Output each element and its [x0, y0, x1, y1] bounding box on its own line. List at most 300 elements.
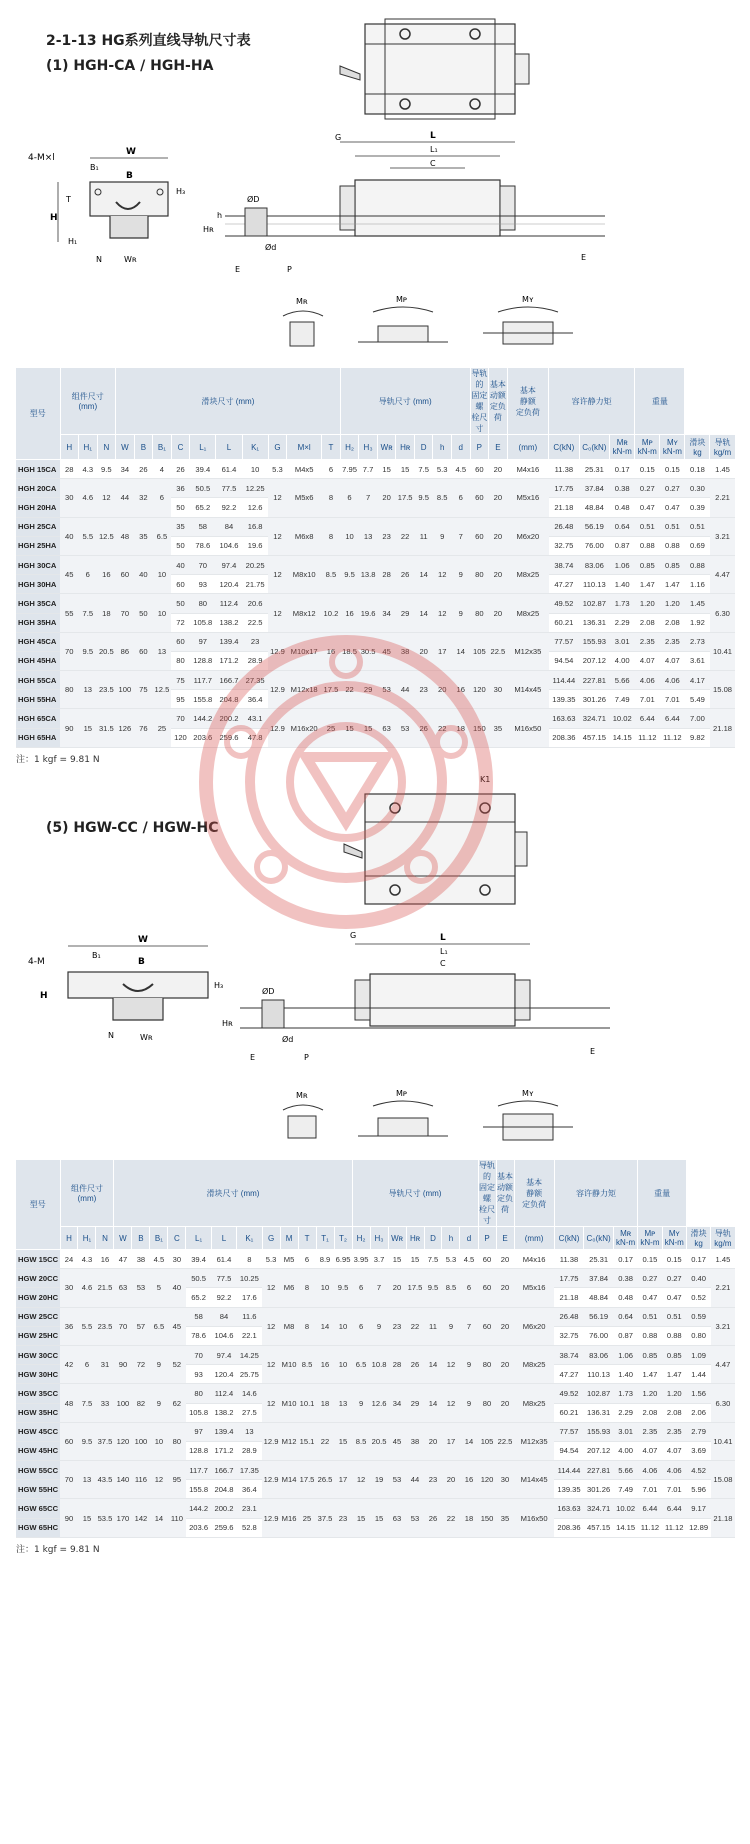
value-cell: 9	[352, 1384, 370, 1422]
profile-front-diagram-2	[28, 928, 228, 1048]
value-cell: 0.15	[662, 1250, 686, 1269]
value-cell: 39.4	[190, 460, 216, 479]
value-cell: 0.17	[686, 1250, 710, 1269]
value-cell: 38	[406, 1422, 424, 1460]
value-cell: 204.8	[216, 690, 242, 709]
value-cell: 15	[78, 1499, 96, 1537]
subheader-col: Mᴘ kN-m	[638, 1227, 662, 1250]
value-cell: 6.95	[334, 1250, 352, 1269]
value-cell: 3.01	[613, 1422, 637, 1441]
value-cell: 0.88	[685, 555, 710, 574]
value-cell: 155.93	[584, 1422, 614, 1441]
label-t: T	[66, 195, 71, 204]
value-cell: 43.5	[96, 1461, 114, 1499]
value-cell: 9.5	[340, 555, 359, 593]
model-cell: HGW 15CC	[16, 1250, 60, 1269]
header-model: 型号	[16, 368, 60, 460]
value-cell: 10.1	[298, 1384, 316, 1422]
value-cell: 7.5	[78, 1384, 96, 1422]
value-cell: 140	[114, 1461, 132, 1499]
profile-front-diagram-1	[28, 142, 218, 272]
subheader-col: 导轨 kg/m	[711, 1227, 735, 1250]
value-cell: 21.18	[554, 1288, 584, 1307]
value-cell: M12	[280, 1422, 298, 1460]
value-cell: 8.5	[442, 1269, 460, 1307]
value-cell: 12	[268, 594, 287, 632]
subheader-col: K₁	[242, 435, 268, 460]
value-cell: 65.2	[190, 498, 216, 517]
label-h3-2: H₃	[214, 981, 224, 990]
label-l: L	[430, 131, 436, 141]
value-cell: 9	[150, 1384, 168, 1422]
value-cell: M6	[280, 1269, 298, 1307]
header-block: 滑块尺寸 (mm)	[116, 368, 341, 435]
value-cell: 6.30	[710, 594, 735, 632]
value-cell: 112.4	[211, 1384, 236, 1403]
value-cell: 11.12	[662, 1518, 686, 1537]
subheader-col: C₀(kN)	[579, 435, 610, 460]
value-cell: 12.9	[262, 1422, 280, 1460]
value-cell: 19	[370, 1461, 388, 1499]
value-cell: 1.73	[610, 594, 635, 613]
value-cell: 105	[478, 1422, 496, 1460]
value-cell: 6	[78, 1345, 96, 1383]
value-cell: 7.01	[635, 690, 660, 709]
value-cell: 0.64	[610, 517, 635, 536]
subheader-col: (mm)	[507, 435, 548, 460]
value-cell: 62	[168, 1384, 186, 1422]
value-cell: 155.8	[190, 690, 216, 709]
label-g-2: G	[350, 931, 357, 940]
value-cell: 32	[134, 479, 153, 517]
value-cell: 4.00	[613, 1441, 637, 1460]
value-cell: 26	[134, 460, 153, 479]
value-cell: 17	[433, 632, 452, 670]
value-cell: 6.5	[352, 1345, 370, 1383]
value-cell: 35	[496, 1499, 514, 1537]
value-cell: 15	[388, 1250, 406, 1269]
value-cell: 70	[60, 1461, 78, 1499]
value-cell: 0.47	[638, 1288, 662, 1307]
value-cell: 117.7	[186, 1461, 211, 1480]
value-cell: 20	[377, 479, 396, 517]
value-cell: 84	[211, 1307, 236, 1326]
value-cell: M14x45	[507, 671, 548, 709]
value-cell: 1.47	[660, 575, 685, 594]
value-cell: 5.3	[262, 1250, 280, 1269]
subheader-col: B	[132, 1227, 150, 1250]
value-cell: 105	[470, 632, 489, 670]
value-cell: 60	[171, 632, 190, 651]
value-cell: 114.44	[554, 1461, 584, 1480]
model-cell: HGW 25HC	[16, 1326, 60, 1345]
value-cell: 9	[433, 517, 452, 555]
value-cell: 20.5	[97, 632, 116, 670]
value-cell: 0.40	[686, 1269, 710, 1288]
value-cell: 60	[470, 479, 489, 517]
value-cell: 12	[268, 517, 287, 555]
value-cell: 138.2	[216, 613, 242, 632]
value-cell: 139.4	[216, 632, 242, 651]
value-cell: 3.61	[685, 651, 710, 670]
subheader-col: M	[280, 1227, 298, 1250]
value-cell: 77.57	[554, 1422, 584, 1441]
value-cell: 53	[388, 1461, 406, 1499]
value-cell: 97.4	[211, 1345, 236, 1364]
value-cell: 8	[237, 1250, 262, 1269]
value-cell: 100	[116, 671, 135, 709]
value-cell: 17.5	[298, 1461, 316, 1499]
value-cell: 6	[79, 555, 98, 593]
value-cell: 80	[470, 594, 489, 632]
value-cell: 37.84	[584, 1269, 614, 1288]
value-cell: 2.29	[610, 613, 635, 632]
value-cell: 126	[116, 709, 135, 747]
value-cell: 70	[186, 1345, 211, 1364]
value-cell: 14.6	[237, 1384, 262, 1403]
label-g: G	[335, 133, 342, 142]
value-cell: 117.7	[190, 671, 216, 690]
value-cell: 4.52	[686, 1461, 710, 1480]
value-cell: 4.17	[685, 671, 710, 690]
value-cell: 12	[352, 1461, 370, 1499]
subheader-col: D	[414, 435, 433, 460]
value-cell: 19.6	[359, 594, 378, 632]
value-cell: 58	[186, 1307, 211, 1326]
value-cell: 1.45	[710, 460, 735, 479]
value-cell: 14	[460, 1422, 478, 1460]
value-cell: 60.21	[554, 1403, 584, 1422]
value-cell: 112.4	[216, 594, 242, 613]
value-cell: 100	[114, 1384, 132, 1422]
table-row	[16, 1422, 735, 1441]
value-cell: 37.5	[96, 1422, 114, 1460]
value-cell: 0.64	[613, 1307, 637, 1326]
subheader-col: Mʏ kN-m	[660, 435, 685, 460]
value-cell: 10	[316, 1269, 334, 1307]
value-cell: 7.5	[424, 1250, 442, 1269]
value-cell: 0.87	[610, 536, 635, 555]
value-cell: 80	[171, 651, 190, 670]
value-cell: 7	[359, 479, 378, 517]
value-cell: 0.85	[662, 1345, 686, 1364]
value-cell: 4.06	[660, 671, 685, 690]
subheader-col: B	[134, 435, 153, 460]
value-cell: 110.13	[579, 575, 610, 594]
value-cell: 33	[96, 1384, 114, 1422]
value-cell: 18	[316, 1384, 334, 1422]
value-cell: 208.36	[549, 728, 580, 747]
subheader-col: 滑块 kg	[686, 1227, 710, 1250]
value-cell: 142	[132, 1499, 150, 1537]
value-cell: 53	[396, 709, 415, 747]
value-cell: 80	[186, 1384, 211, 1403]
value-cell: 90	[114, 1345, 132, 1383]
label-h-small: h	[217, 211, 223, 220]
value-cell: 28	[60, 460, 79, 479]
label-l1: L₁	[430, 145, 438, 154]
value-cell: 20	[489, 479, 508, 517]
value-cell: 14.15	[613, 1518, 637, 1537]
subheader-col: L	[216, 435, 242, 460]
model-cell: HGH 35CA	[16, 594, 60, 613]
value-cell: 17.75	[554, 1269, 584, 1288]
label-b1: B₁	[90, 163, 99, 172]
model-cell: HGW 35HC	[16, 1403, 60, 1422]
value-cell: 10.8	[370, 1345, 388, 1383]
value-cell: M10x17	[287, 632, 322, 670]
value-cell: M12x35	[514, 1422, 554, 1460]
value-cell: 0.17	[610, 460, 635, 479]
table-row	[16, 671, 735, 690]
value-cell: 93	[186, 1365, 211, 1384]
table-row	[16, 1461, 735, 1480]
value-cell: 20	[496, 1250, 514, 1269]
value-cell: 171.2	[211, 1441, 236, 1460]
value-cell: 9	[451, 555, 470, 593]
value-cell: 84	[216, 517, 242, 536]
value-cell: 5	[150, 1269, 168, 1307]
label-my: Mʏ	[522, 295, 534, 304]
value-cell: 97	[186, 1422, 211, 1441]
value-cell: 10.41	[710, 632, 735, 670]
label-hr-2: Hʀ	[222, 1019, 233, 1028]
label-h1: H₁	[68, 237, 78, 246]
value-cell: 0.51	[660, 517, 685, 536]
subheader-col: Wʀ	[388, 1227, 406, 1250]
value-cell: 28	[377, 555, 396, 593]
value-cell: 20	[424, 1422, 442, 1460]
value-cell: 11.38	[549, 460, 580, 479]
subheader-col: 滑块 kg	[685, 435, 710, 460]
moments-diagram-1	[278, 292, 588, 362]
value-cell: 63	[377, 709, 396, 747]
value-cell: M5x16	[514, 1269, 554, 1307]
value-cell: 76.00	[579, 536, 610, 555]
value-cell: 80	[478, 1384, 496, 1422]
value-cell: 14	[150, 1499, 168, 1537]
subheader-col: Hʀ	[396, 435, 415, 460]
value-cell: 80	[168, 1422, 186, 1460]
value-cell: 0.18	[685, 460, 710, 479]
value-cell: 44	[116, 479, 135, 517]
value-cell: 12	[150, 1461, 168, 1499]
value-cell: 0.27	[638, 1269, 662, 1288]
value-cell: 52	[168, 1345, 186, 1383]
value-cell: 6	[352, 1269, 370, 1307]
subheader-col: d	[451, 435, 470, 460]
value-cell: 6.44	[638, 1499, 662, 1518]
value-cell: 38.74	[549, 555, 580, 574]
table-row	[16, 479, 735, 498]
value-cell: 95	[171, 690, 190, 709]
value-cell: 5.49	[685, 690, 710, 709]
value-cell: 52.8	[237, 1518, 262, 1537]
label-l1-2: L₁	[440, 947, 448, 956]
value-cell: 45	[377, 632, 396, 670]
value-cell: M6x8	[287, 517, 322, 555]
value-cell: 12	[442, 1345, 460, 1383]
value-cell: 2.08	[635, 613, 660, 632]
value-cell: 1.44	[686, 1365, 710, 1384]
value-cell: 35	[134, 517, 153, 555]
value-cell: 50.5	[190, 479, 216, 498]
value-cell: 22	[442, 1499, 460, 1537]
value-cell: 1.47	[662, 1365, 686, 1384]
value-cell: 20	[388, 1269, 406, 1307]
value-cell: 4.6	[78, 1269, 96, 1307]
table-row	[16, 517, 735, 536]
spec-table-hgw	[16, 1160, 736, 1538]
subheader-col: Hʀ	[406, 1227, 424, 1250]
value-cell: 1.20	[638, 1384, 662, 1403]
value-cell: M16	[280, 1499, 298, 1537]
value-cell: 43.1	[242, 709, 268, 728]
header-assembly: 组件尺寸 (mm)	[60, 1160, 114, 1227]
label-wr-2: Wʀ	[140, 1033, 153, 1042]
value-cell: 20	[442, 1461, 460, 1499]
value-cell: 28.9	[242, 651, 268, 670]
model-cell: HGW 45HC	[16, 1441, 60, 1460]
value-cell: 47.27	[554, 1365, 584, 1384]
value-cell: 10	[150, 1422, 168, 1460]
value-cell: M14	[280, 1461, 298, 1499]
value-cell: 15	[340, 709, 359, 747]
value-cell: 0.69	[685, 536, 710, 555]
value-cell: 55	[60, 594, 79, 632]
value-cell: 0.85	[638, 1345, 662, 1364]
value-cell: 120	[478, 1461, 496, 1499]
subheader-col: h	[442, 1227, 460, 1250]
value-cell: 5.96	[686, 1480, 710, 1499]
header-rail: 导轨尺寸 (mm)	[352, 1160, 478, 1227]
label-p-2: P	[304, 1053, 309, 1062]
value-cell: M16x20	[287, 709, 322, 747]
value-cell: 15	[334, 1422, 352, 1460]
value-cell: 17.75	[549, 479, 580, 498]
value-cell: 7	[460, 1307, 478, 1345]
value-cell: 7.49	[613, 1480, 637, 1499]
label-e-right-2: E	[590, 1047, 596, 1056]
value-cell: 0.88	[660, 536, 685, 555]
value-cell: 16	[316, 1345, 334, 1383]
label-d-small-2: Ød	[282, 1035, 294, 1044]
value-cell: 22	[406, 1307, 424, 1345]
value-cell: 92.2	[216, 498, 242, 517]
value-cell: 22	[433, 709, 452, 747]
value-cell: 208.36	[554, 1518, 584, 1537]
value-cell: 100	[132, 1422, 150, 1460]
value-cell: 10	[153, 594, 172, 632]
value-cell: 20	[489, 517, 508, 555]
value-cell: 13	[237, 1422, 262, 1441]
model-cell: HGW 20HC	[16, 1288, 60, 1307]
label-mr-2: Mʀ	[296, 1091, 308, 1100]
value-cell: 20	[489, 555, 508, 593]
value-cell: 25	[322, 709, 341, 747]
value-cell: 7	[370, 1269, 388, 1307]
label-k1: K1	[480, 775, 491, 784]
value-cell: 9.5	[424, 1269, 442, 1307]
value-cell: 47.27	[549, 575, 580, 594]
value-cell: 6.44	[660, 709, 685, 728]
header-block: 滑块尺寸 (mm)	[114, 1160, 352, 1227]
page-title: 2-1-13 HG系列直线导轨尺寸表	[46, 33, 251, 49]
value-cell: 60	[478, 1250, 496, 1269]
value-cell: 15	[377, 460, 396, 479]
value-cell: 50	[171, 594, 190, 613]
subheader-col: 导轨 kg/m	[710, 435, 735, 460]
value-cell: 227.81	[584, 1461, 614, 1480]
model-cell: HGH 65HA	[16, 728, 60, 747]
value-cell: 5.66	[610, 671, 635, 690]
value-cell: 56.19	[579, 517, 610, 536]
value-cell: 21.18	[711, 1499, 735, 1537]
value-cell: 21.18	[710, 709, 735, 747]
label-w2: W	[138, 935, 148, 945]
value-cell: 9	[442, 1307, 460, 1345]
value-cell: 4.47	[710, 555, 735, 593]
value-cell: 22.1	[237, 1326, 262, 1345]
subheader-col: K₁	[237, 1227, 262, 1250]
value-cell: 48	[60, 1384, 78, 1422]
value-cell: 61.4	[211, 1250, 236, 1269]
value-cell: 1.20	[635, 594, 660, 613]
subheader-col: H	[60, 435, 79, 460]
value-cell: 30	[60, 1269, 78, 1307]
model-cell: HGW 65HC	[16, 1518, 60, 1537]
value-cell: 58	[190, 517, 216, 536]
value-cell: 29	[359, 671, 378, 709]
value-cell: M16x50	[514, 1499, 554, 1537]
value-cell: 150	[470, 709, 489, 747]
value-cell: 20	[496, 1345, 514, 1383]
value-cell: M5x6	[287, 479, 322, 517]
section2-title: (5) HGW-CC / HGW-HC	[46, 820, 219, 836]
note-2: 注：1 kgf = 9.81 N	[16, 1545, 100, 1555]
value-cell: 23	[424, 1461, 442, 1499]
value-cell: 7.01	[660, 690, 685, 709]
model-cell: HGH 20CA	[16, 479, 60, 498]
value-cell: 7.7	[359, 460, 378, 479]
value-cell: 8	[298, 1307, 316, 1345]
value-cell: 8.5	[352, 1422, 370, 1460]
model-cell: HGH 30HA	[16, 575, 60, 594]
value-cell: 15	[370, 1499, 388, 1537]
value-cell: 3.69	[686, 1441, 710, 1460]
value-cell: 72	[132, 1345, 150, 1383]
value-cell: 13	[359, 517, 378, 555]
value-cell: 9	[370, 1307, 388, 1345]
value-cell: 23	[334, 1499, 352, 1537]
label-c-2: C	[440, 959, 446, 968]
value-cell: 4.06	[635, 671, 660, 690]
value-cell: 9	[150, 1345, 168, 1383]
value-cell: 9.5	[414, 479, 433, 517]
value-cell: 0.88	[635, 536, 660, 555]
value-cell: 18	[460, 1499, 478, 1537]
label-n: N	[96, 255, 102, 264]
value-cell: 10.25	[237, 1269, 262, 1288]
value-cell: 0.39	[685, 498, 710, 517]
value-cell: 70	[60, 632, 79, 670]
value-cell: 39.4	[186, 1250, 211, 1269]
value-cell: 105.8	[190, 613, 216, 632]
value-cell: 14.15	[610, 728, 635, 747]
table-row	[16, 594, 735, 613]
value-cell: M5x16	[507, 479, 548, 517]
value-cell: 12	[433, 594, 452, 632]
